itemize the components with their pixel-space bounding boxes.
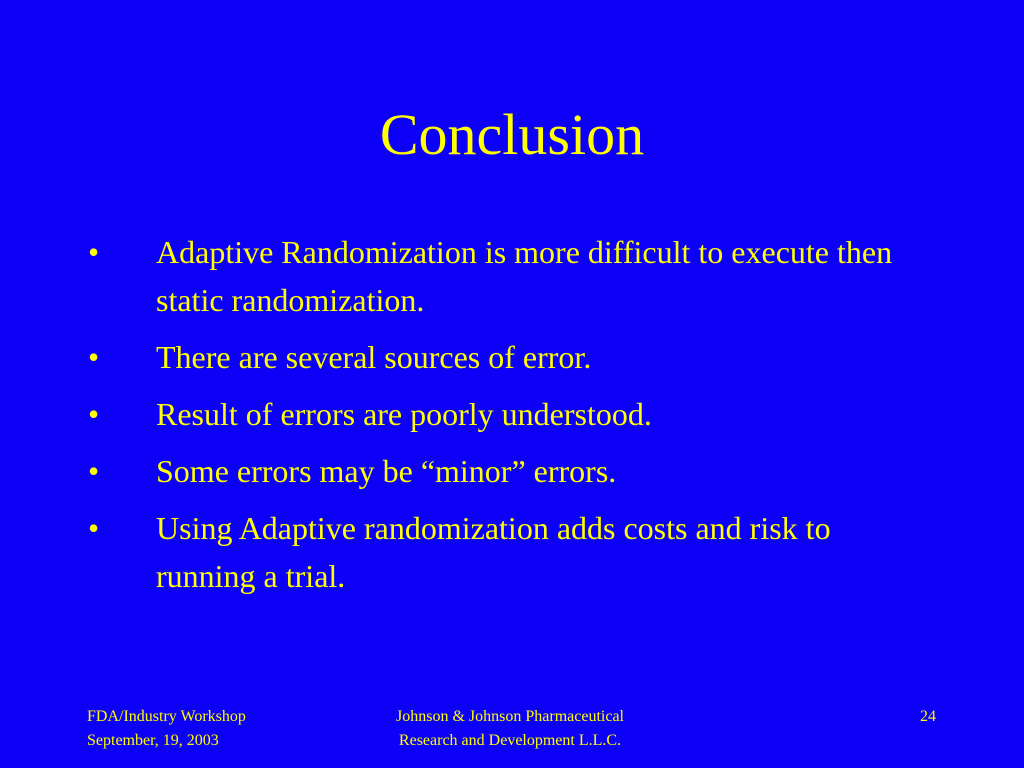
bullet-text: There are several sources of error. — [156, 339, 592, 375]
bullet-icon: • — [88, 234, 100, 270]
bullet-icon: • — [88, 510, 100, 546]
bullet-item — [85, 447, 925, 495]
footer-company-line2: Research and Development L.L.C. — [398, 732, 622, 749]
bullet-text: Using Adaptive randomization adds costs and risk to running a trial. — [156, 510, 831, 594]
bullet-text: Some errors may be “minor” errors. — [156, 453, 617, 489]
bullet-icon: • — [88, 396, 100, 432]
bullet-item — [85, 504, 925, 600]
bullet-item — [85, 390, 925, 438]
bullet-text: Result of errors are poorly understood. — [156, 396, 652, 432]
bullet-icon: • — [88, 339, 100, 375]
bullet-text: Adaptive Randomization is more difficult to execute then static randomization. — [156, 234, 893, 318]
bullet-list — [85, 228, 925, 609]
footer-workshop-name: FDA/Industry Workshop — [87, 708, 246, 725]
bullet-item — [85, 333, 925, 381]
footer-company-line1: Johnson & Johnson Pharmaceutical — [396, 708, 624, 725]
footer-left — [87, 705, 347, 753]
footer-right — [880, 705, 936, 729]
bullet-item — [85, 228, 925, 324]
slide-title: Conclusion — [379, 102, 645, 167]
bullet-icon: • — [88, 453, 100, 489]
page-number: 24 — [920, 708, 936, 725]
footer-date: September, 19, 2003 — [87, 732, 219, 749]
footer-center — [350, 705, 670, 753]
